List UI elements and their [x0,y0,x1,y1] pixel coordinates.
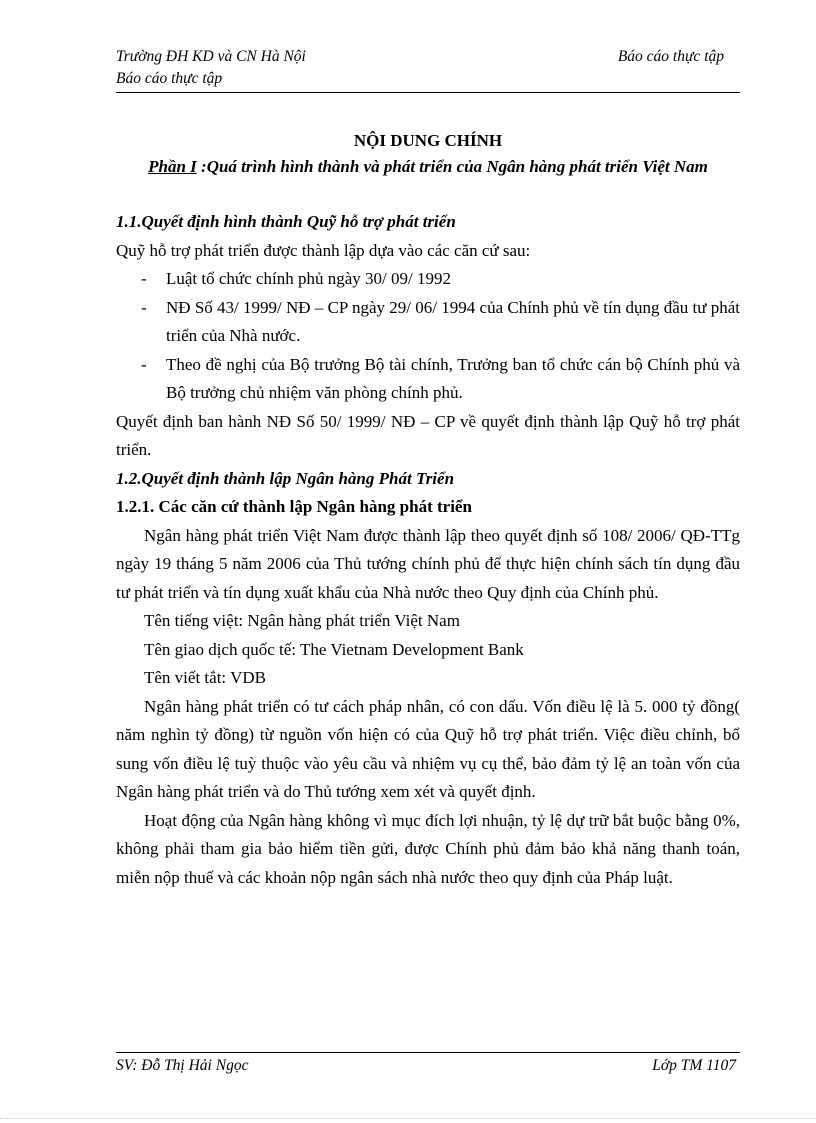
list-item: - NĐ Số 43/ 1999/ NĐ – CP ngày 29/ 06/ 1994 của Chính phủ về tín dụng đầu tư phát triển của Nhà nước. [116,294,740,351]
decision-paragraph: Quyết định ban hành NĐ Số 50/ 1999/ NĐ – CP về quyết định thành lập Quỹ hỗ trợ phát triển. [116,411,740,459]
list-item: - Luật tổ chức chính phủ ngày 30/ 09/ 1992 [116,265,740,294]
header-report-subtitle: Báo cáo thực tập [116,70,223,87]
footer-student: SV: Đỗ Thị Hải Ngọc [116,1057,249,1074]
part-title: :Quá trình hình thành và phát triển của Ngân hàng phát triển Việt Nam [196,157,708,176]
name-vietnamese: Tên tiếng việt: Ngân hàng phát triển Việt Nam [144,611,460,630]
list-item: - Theo đề nghị của Bộ trưởng Bộ tài chính, Trưởng ban tổ chức cán bộ Chính phủ và Bộ trưởng chủ nhiệm văn phòng chính phủ. [116,351,740,408]
section-1-2-heading: 1.2.Quyết định thành lập Ngân hàng Phát Triển [116,468,455,488]
main-title: NỘI DUNG CHÍNH [353,131,503,150]
bases-list [116,265,740,408]
part-heading [116,154,740,180]
part-label: Phần I [148,157,197,176]
header-school: Trường ĐH KD và CN Hà Nội [116,48,306,65]
footer-class: Lớp TM 1107 [652,1057,736,1074]
page-header [116,46,740,90]
footer-divider [116,1052,740,1053]
subsection-1-2-1-heading: 1.2.1. Các căn cứ thành lập Ngân hàng phát triển [116,497,472,516]
main-content [116,128,740,892]
header-divider [116,92,740,93]
name-international: Tên giao dịch quốc tế: The Vietnam Development Bank [144,639,524,659]
name-abbreviation: Tên viết tắt: VDB [144,668,266,687]
page-bottom-border [0,1118,816,1119]
establishment-paragraph: Ngân hàng phát triển Việt Nam được thành lập theo quyết định số 108/ 2006/ QĐ-TTg ngày 19 tháng 5 năm 2006 của Thủ tướng chính phủ để thực hiện chính sách tín dụng đầu tư phát triển và tín dụng xuất khẩu của Nhà nước theo Quy định của Chính phủ. [116,525,740,602]
section-1-1-intro: Quỹ hỗ trợ phát triển được thành lập dựa vào các căn cứ sau: [116,240,531,260]
page-footer [116,1055,740,1077]
operation-paragraph: Hoạt động của Ngân hàng không vì mục đích lợi nhuận, tỷ lệ dự trữ bắt buộc bằng 0%, không phải tham gia bảo hiểm tiền gửi, được Chính phủ đảm bảo khả năng thanh toán, miễn nộp thuế và các khoản nộp ngân sách nhà nước theo quy định của Pháp luật. [116,810,740,887]
header-report-title: Báo cáo thực tập [617,48,724,65]
legal-status-paragraph: Ngân hàng phát triển có tư cách pháp nhân, có con dấu. Vốn điều lệ là 5. 000 tỷ đồng( năm nghìn tỷ đồng) từ nguồn vốn hiện có của Quỹ hỗ trợ phát triển. Việc điều chỉnh, bổ sung vốn điều lệ tuỳ thuộc vào yêu cầu và nhiệm vụ cụ thể, bảo đảm tỷ lệ an toàn vốn của Ngân hàng phát triển và do Thủ tướng xem xét và quyết định. [116,696,740,801]
section-1-1-heading: 1.1.Quyết định hình thành Quỹ hỗ trợ phát triển [116,212,456,231]
